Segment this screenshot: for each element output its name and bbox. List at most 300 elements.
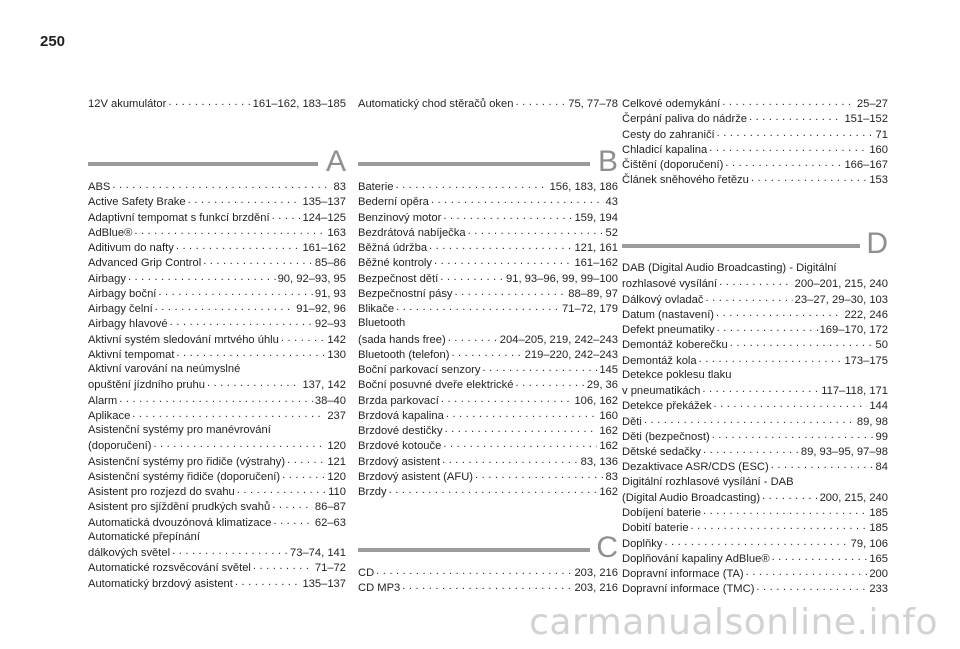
index-entry	[88, 576, 346, 592]
index-term: Automatický chod stěračů oken	[358, 98, 514, 111]
page-reference: 23–27, 29–30, 103	[794, 293, 888, 306]
index-term: Asistent pro sjíždění prudkých svahů	[88, 501, 271, 514]
dot-leader	[730, 337, 874, 348]
dot-leader	[515, 377, 584, 388]
index-term: Dopravní informace (TMC)	[622, 583, 755, 596]
index-entry	[358, 408, 618, 424]
index-term: Advanced Grip Control	[88, 257, 202, 270]
page-reference: 120	[327, 470, 346, 483]
index-term: Celkové odemykání	[622, 98, 721, 111]
dot-leader	[158, 286, 312, 297]
index-entry	[622, 157, 888, 173]
index-term: Brzdový asistent (AFU)	[358, 470, 474, 483]
index-entry	[358, 96, 618, 112]
index-entry	[622, 292, 888, 308]
index-term: opuštění jízdního pruhu	[88, 379, 205, 392]
index-entry	[622, 337, 888, 353]
index-term: ABS	[88, 181, 111, 194]
page-reference: 185	[869, 507, 888, 520]
dot-leader	[703, 444, 799, 455]
page-reference: 173–175	[844, 354, 888, 367]
dot-leader	[772, 551, 868, 562]
dot-leader	[402, 580, 572, 591]
page-reference: 79, 106	[850, 537, 888, 550]
index-entry	[622, 444, 888, 460]
dot-leader	[132, 408, 325, 419]
index-term: Aktivní systém sledování mrtvého úhlu	[88, 333, 279, 346]
page-reference: 121	[327, 455, 346, 468]
index-term: Aditivum do nafty	[88, 242, 174, 255]
dot-leader	[429, 240, 572, 251]
page-reference: 86–87	[314, 501, 346, 514]
index-entry	[622, 261, 888, 293]
index-term: Brzdová kapalina	[358, 409, 444, 422]
page-reference: 121, 161	[574, 242, 618, 255]
page-reference: 29, 36	[586, 379, 618, 392]
index-entry	[358, 286, 618, 302]
index-entry	[88, 210, 346, 226]
dot-leader	[442, 454, 579, 465]
index-entry	[358, 347, 618, 363]
index-term: Bezpečnost dětí	[358, 272, 439, 285]
page-reference: 222, 246	[844, 308, 888, 321]
dot-leader	[176, 347, 325, 358]
page-reference: 50	[875, 339, 888, 352]
index-entry	[358, 438, 618, 454]
page-reference: 84	[875, 461, 888, 474]
page-reference: 162	[599, 486, 618, 499]
index-term: Baterie	[358, 181, 394, 194]
index-entry	[88, 271, 346, 287]
index-entry	[88, 194, 346, 210]
index-entry	[88, 316, 346, 332]
dot-leader	[703, 505, 867, 516]
index-entry	[88, 225, 346, 241]
dot-leader	[771, 459, 874, 470]
page-reference: 135–137	[302, 196, 346, 209]
index-entry	[622, 111, 888, 127]
index-entry	[88, 560, 346, 576]
index-term: Běžná údržba	[358, 242, 428, 255]
dot-leader	[749, 111, 842, 122]
page-reference: 159, 194	[574, 211, 618, 224]
section-divider	[622, 244, 860, 248]
page-reference: 200	[869, 568, 888, 581]
index-entry	[88, 179, 346, 195]
page-reference: 83, 136	[580, 455, 618, 468]
dot-leader	[448, 332, 498, 343]
index-entry-lead: Detekce poklesu tlaku	[622, 368, 732, 381]
dot-leader	[155, 301, 295, 312]
dot-leader	[281, 332, 325, 343]
dot-leader	[702, 383, 819, 394]
page-reference: 91, 93	[314, 287, 346, 300]
index-entry	[622, 127, 888, 143]
page-reference: 62–63	[314, 516, 346, 529]
index-entry	[622, 398, 888, 414]
page-reference: 124–125	[302, 211, 346, 224]
dot-leader	[176, 240, 301, 251]
index-term: Airbagy boční	[88, 287, 157, 300]
page-reference: 25–27	[856, 98, 888, 111]
index-entry	[88, 96, 346, 112]
index-entry	[88, 393, 346, 409]
index-term: AdBlue®	[88, 226, 133, 239]
index-term: Doplňování kapaliny AdBlue®	[622, 552, 770, 565]
dot-leader	[712, 429, 874, 440]
index-entry	[358, 271, 618, 287]
index-term: Aktivní tempomat	[88, 348, 175, 361]
dot-leader	[446, 408, 598, 419]
page-reference: 163	[327, 226, 346, 239]
index-term: Active Safety Brake	[88, 196, 186, 209]
page-reference: 90, 92–93, 95	[277, 272, 346, 285]
page-reference: 71	[875, 128, 888, 141]
index-term: (doporučení)	[88, 440, 152, 453]
index-entry	[358, 316, 618, 348]
page-reference: 43	[605, 196, 618, 209]
index-term: Adaptivní tempomat s funkcí brzdění	[88, 211, 270, 224]
index-entry	[358, 362, 618, 378]
index-entry-lead: Asistenční systémy pro manévrování	[88, 424, 271, 436]
index-entry	[622, 429, 888, 445]
index-term: Děti (bezpečnost)	[622, 430, 710, 443]
index-term: Bezdrátová nabíječka	[358, 226, 466, 239]
index-entry	[358, 210, 618, 226]
index-term: Děti	[622, 415, 642, 428]
page-reference: 237	[327, 409, 346, 422]
dot-leader	[168, 96, 250, 107]
index-term: Asistenční systémy řidiče (doporučení)	[88, 470, 281, 483]
dot-leader	[282, 469, 325, 480]
index-term: Dálkový ovladač	[622, 293, 704, 306]
index-entry	[358, 393, 618, 409]
index-entry	[622, 96, 888, 112]
index-entry	[88, 408, 346, 424]
dot-leader	[389, 484, 598, 495]
index-term: Defekt pneumatiky	[622, 324, 715, 337]
dot-leader	[273, 515, 312, 526]
index-term: Chladicí kapalina	[622, 143, 708, 156]
page-reference: 185	[869, 522, 888, 535]
index-entry-lead: DAB (Digital Audio Broadcasting) - Digitální	[622, 262, 837, 274]
section-divider	[358, 162, 590, 166]
dot-leader	[112, 179, 331, 190]
page-reference: 161–162, 183–185	[252, 98, 346, 111]
page-reference: 99	[875, 430, 888, 443]
index-entry	[88, 484, 346, 500]
index-entry	[622, 307, 888, 323]
index-entry	[622, 536, 888, 552]
dot-leader	[451, 347, 522, 358]
dot-leader	[443, 210, 572, 221]
page-reference: 200, 215, 240	[819, 491, 888, 504]
page-reference: 142	[327, 333, 346, 346]
dot-leader	[445, 423, 598, 434]
dot-leader	[172, 545, 288, 556]
index-term: dálkových světel	[88, 547, 171, 560]
page-reference: 145	[599, 364, 618, 377]
dot-leader	[709, 142, 867, 153]
dot-leader	[714, 398, 868, 409]
dot-leader	[434, 255, 572, 266]
index-entry	[622, 551, 888, 567]
dot-leader	[237, 484, 326, 495]
index-term: CD MP3	[358, 582, 401, 595]
section-letter: B	[597, 145, 618, 178]
section-header	[358, 532, 618, 564]
index-term: Benzinový motor	[358, 211, 442, 224]
dot-leader	[441, 393, 573, 404]
index-entry-lead: Digitální rozhlasové vysílání - DAB	[622, 475, 794, 488]
page-reference: 85–86	[314, 257, 346, 270]
dot-leader	[431, 194, 604, 205]
page-reference: 38–40	[314, 394, 346, 407]
index-entry	[358, 255, 618, 271]
page-reference: 83	[605, 470, 618, 483]
dot-leader	[455, 286, 567, 297]
index-entry	[88, 454, 346, 470]
index-entry	[88, 286, 346, 302]
dot-leader	[722, 96, 855, 107]
index-term: Dobití baterie	[622, 522, 689, 535]
index-term: Datum (nastavení)	[622, 308, 715, 321]
index-term: Bezpečnostní pásy	[358, 287, 453, 300]
page-reference: 88–89, 97	[568, 287, 618, 300]
dot-leader	[396, 301, 560, 312]
dot-leader	[153, 438, 325, 449]
index-entry	[88, 469, 346, 485]
page-reference: 91–92, 96	[296, 303, 346, 316]
dot-leader	[746, 566, 868, 577]
index-entry	[622, 322, 888, 338]
section-header	[88, 146, 346, 178]
page-reference: 156, 183, 186	[549, 181, 618, 194]
dot-leader	[751, 172, 867, 183]
index-term: Článek sněhového řetězu	[622, 174, 749, 187]
index-term: Alarm	[88, 394, 118, 407]
dot-leader	[691, 520, 868, 531]
index-term: Bederní opěra	[358, 196, 429, 209]
dot-leader	[128, 271, 276, 282]
page-reference: 165	[869, 552, 888, 565]
dot-leader	[468, 225, 604, 236]
index-term: Dezaktivace ASR/CDS (ESC)	[622, 461, 769, 474]
index-term: Blikače	[358, 303, 395, 316]
page-reference: 71–72	[314, 562, 346, 575]
index-entry	[622, 459, 888, 475]
index-term: Boční posuvné dveře elektrické	[358, 379, 514, 392]
dot-leader	[762, 490, 818, 501]
index-entry	[88, 362, 346, 394]
index-term: Automatický brzdový asistent	[88, 577, 233, 590]
dot-leader	[644, 414, 855, 425]
page-reference: 219–220, 242–243	[524, 348, 618, 361]
page-reference: 169–170, 172	[819, 324, 888, 337]
index-term: Asistent pro rozjezd do svahu	[88, 486, 235, 499]
watermark: carmanualsonline.info	[529, 602, 938, 643]
index-entry-lead: Automatické přepínání	[88, 530, 200, 543]
index-entry	[358, 565, 618, 581]
index-term: Aplikace	[88, 409, 131, 422]
page-reference: 75, 77–78	[568, 98, 618, 111]
index-entry	[358, 377, 618, 393]
page-number: 250	[40, 33, 66, 50]
index-entry	[622, 353, 888, 369]
index-entry	[88, 332, 346, 348]
index-term: Demontáž koberečku	[622, 339, 728, 352]
page-reference: 233	[869, 583, 888, 596]
page-reference: 120	[327, 440, 346, 453]
page-reference: 203, 216	[574, 567, 618, 580]
section-divider	[358, 548, 590, 552]
dot-leader	[717, 322, 818, 333]
dot-leader	[272, 499, 313, 510]
index-entry	[622, 414, 888, 430]
index-term: CD	[358, 567, 375, 580]
dot-leader	[719, 276, 793, 287]
page-reference: 92–93	[314, 318, 346, 331]
page-reference: 203, 216	[574, 582, 618, 595]
page-reference: 135–137	[302, 577, 346, 590]
index-term: Doplňky	[622, 537, 663, 550]
index-term: Bluetooth (telefon)	[358, 348, 450, 361]
page-reference: 137, 142	[302, 379, 346, 392]
page-reference: 71–72, 179	[562, 303, 618, 316]
index-term: (Digital Audio Broadcasting)	[622, 491, 761, 504]
dot-leader	[664, 536, 848, 547]
index-term: Airbagy hlavové	[88, 318, 168, 331]
index-term: 12V akumulátor	[88, 98, 167, 111]
page-reference: 91, 93–96, 99, 99–100	[506, 272, 618, 285]
index-entry	[88, 347, 346, 363]
index-term: Brzdový asistent	[358, 455, 441, 468]
page-reference: 83	[333, 181, 346, 194]
section-divider	[88, 162, 318, 166]
dot-leader	[443, 438, 597, 449]
index-term: Automatická dvouzónová klimatizace	[88, 516, 272, 529]
index-entry-lead: Aktivní varování na neúmyslné	[88, 363, 241, 375]
index-entry	[358, 194, 618, 210]
page-reference: 160	[869, 143, 888, 156]
index-term: v pneumatikách	[622, 385, 701, 398]
index-entry	[358, 179, 618, 195]
index-entry	[88, 515, 346, 531]
dot-leader	[253, 560, 313, 571]
index-term: Čerpání paliva do nádrže	[622, 113, 748, 126]
page-reference: 200–201, 215, 240	[794, 278, 888, 291]
index-term: Cesty do zahraničí	[622, 128, 715, 141]
section-header	[622, 228, 888, 260]
index-entry	[358, 580, 618, 596]
index-term: Čištění (doporučení)	[622, 159, 724, 172]
page-reference: 204–205, 219, 242–243	[499, 333, 618, 346]
page-reference: 73–74, 141	[290, 547, 346, 560]
index-entry	[358, 484, 618, 500]
index-entry	[622, 368, 888, 400]
index-term: Brzda parkovací	[358, 394, 439, 407]
dot-leader	[483, 362, 598, 373]
page-reference: 162	[599, 440, 618, 453]
page-reference: 89, 93–95, 97–98	[800, 446, 888, 459]
page-reference: 161–162	[574, 257, 618, 270]
dot-leader	[119, 393, 313, 404]
index-entry	[88, 240, 346, 256]
page-reference: 153	[869, 174, 888, 187]
page-reference: 89, 98	[856, 415, 888, 428]
dot-leader	[207, 377, 301, 388]
index-entry	[88, 423, 346, 455]
index-entry	[622, 566, 888, 582]
index-entry-lead: Bluetooth	[358, 317, 406, 330]
index-term: Detekce překážek	[622, 400, 712, 413]
index-entry	[358, 469, 618, 485]
index-entry	[88, 530, 346, 562]
dot-leader	[188, 194, 301, 205]
index-term: Dobíjení baterie	[622, 507, 701, 520]
dot-leader	[440, 271, 504, 282]
index-entry	[622, 172, 888, 188]
dot-leader	[235, 576, 301, 587]
dot-leader	[699, 353, 843, 364]
index-term: Boční parkovací senzory	[358, 364, 481, 377]
index-term: Airbagy čelní	[88, 303, 153, 316]
page-reference: 151–152	[844, 113, 888, 126]
index-term: Dopravní informace (TA)	[622, 568, 744, 581]
index-term: Airbagy	[88, 272, 126, 285]
dot-leader	[395, 179, 547, 190]
index-term: Asistenční systémy pro řidiče (výstrahy)	[88, 455, 286, 468]
page-reference: 162	[599, 425, 618, 438]
index-term: Dětské sedačky	[622, 446, 701, 459]
index-entry	[358, 423, 618, 439]
section-letter: A	[325, 145, 346, 178]
dot-leader	[376, 565, 572, 576]
dot-leader	[272, 210, 301, 221]
dot-leader	[515, 96, 566, 107]
index-term: Brzdové destičky	[358, 425, 443, 438]
index-entry	[88, 255, 346, 271]
index-term: (sada hands free)	[358, 333, 446, 346]
dot-leader	[725, 157, 842, 168]
index-entry	[358, 240, 618, 256]
section-letter: D	[866, 227, 888, 260]
dot-leader	[705, 292, 792, 303]
section-letter: C	[596, 531, 618, 564]
index-entry	[358, 454, 618, 470]
page-reference: 117–118, 171	[821, 385, 888, 398]
dot-leader	[170, 316, 313, 327]
index-entry	[88, 499, 346, 515]
index-entry	[88, 301, 346, 317]
index-entry	[622, 581, 888, 597]
dot-leader	[716, 307, 842, 318]
index-term: Brzdy	[358, 486, 387, 499]
page-reference: 166–167	[844, 159, 888, 172]
index-term: rozhlasové vysílání	[622, 278, 718, 291]
index-entry	[622, 475, 888, 507]
page-reference: 160	[599, 409, 618, 422]
index-entry	[622, 520, 888, 536]
dot-leader	[287, 454, 325, 465]
page-reference: 161–162	[302, 242, 346, 255]
index-term: Brzdové kotouče	[358, 440, 442, 453]
index-term: Běžné kontroly	[358, 257, 433, 270]
page-reference: 52	[605, 226, 618, 239]
page-reference: 110	[328, 486, 346, 499]
index-entry	[622, 505, 888, 521]
dot-leader	[475, 469, 604, 480]
